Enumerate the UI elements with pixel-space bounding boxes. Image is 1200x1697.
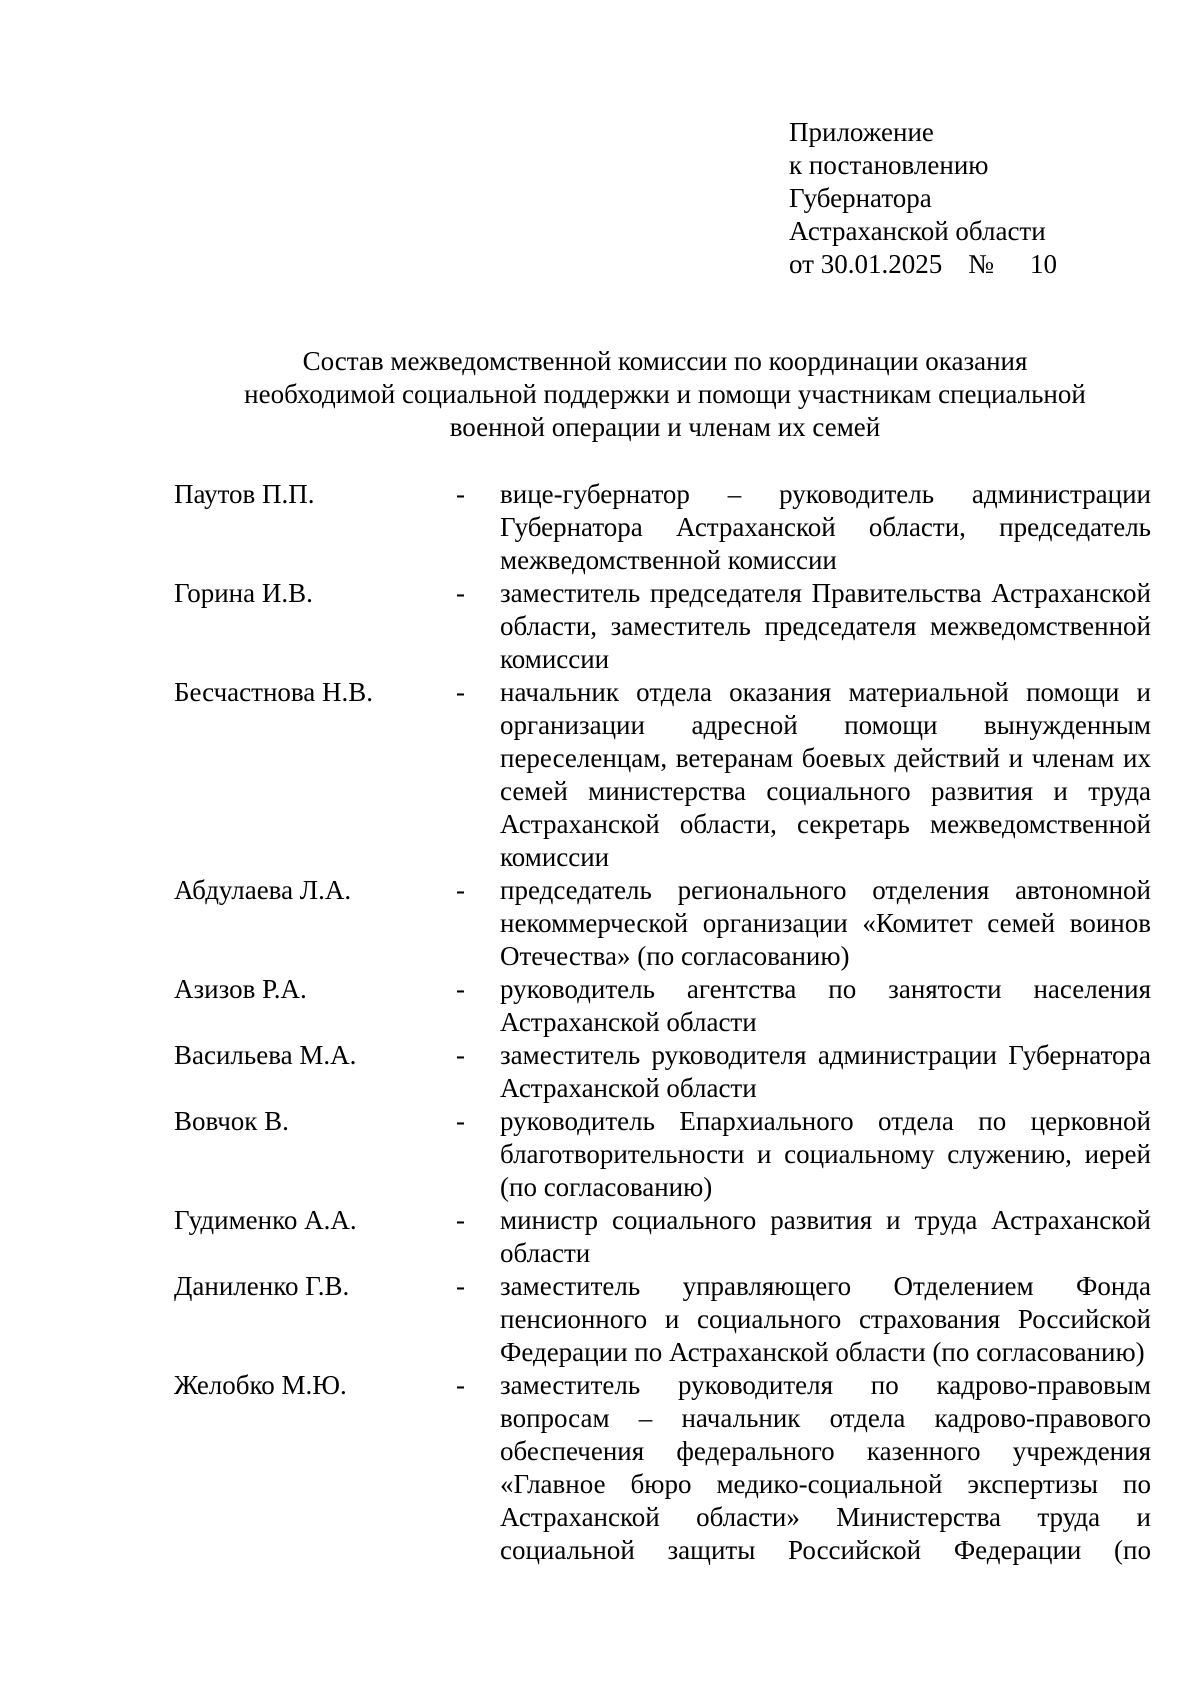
member-description: заместитель руководителя по кадрово-правовым вопросам – начальник отдела кадрово-правового обеспечения федерального казенного учреждения «Главное бюро медико-социальной экспертизы по Астраханской области» Министерства труда и социальной защиты Российской Федерации (по: [500, 1370, 1151, 1565]
member-dash: -: [456, 479, 465, 509]
member-dash: -: [456, 578, 465, 608]
member-dash: -: [456, 875, 465, 905]
member-description: председатель регионального отделения автономной некоммерческой организации «Комитет семей воинов Отечества» (по согласованию): [500, 875, 1151, 971]
member-row: [174, 1204, 1154, 1270]
member-description: руководитель Епархиального отдела по церковной благотворительности и социальному служению, иерей (по согласованию): [500, 1106, 1151, 1202]
title-line-1: Состав межведомственной комиссии по координации оказания: [302, 346, 1028, 376]
members-list: [174, 478, 1154, 1567]
member-description: министр социального развития и труда Астраханской области: [500, 1205, 1151, 1268]
member-name: Бесчастнова Н.В.: [174, 677, 374, 707]
title-line-2: необходимой социальной поддержки и помощи участникам специальной: [244, 379, 1086, 409]
member-dash: -: [456, 974, 465, 1004]
appendix-line-3: Губернатора: [789, 183, 932, 213]
member-dash: -: [456, 1106, 465, 1136]
member-description: заместитель руководителя администрации Губернатора Астраханской области: [500, 1040, 1151, 1103]
member-row: [174, 478, 1154, 577]
member-dash: -: [456, 1205, 465, 1235]
decree-date: 30.01.2025: [820, 249, 943, 279]
member-row: [174, 577, 1154, 676]
appendix-line-1: Приложение: [789, 117, 934, 147]
member-name: Паутов П.П.: [174, 479, 315, 509]
member-name: Даниленко Г.В.: [174, 1271, 350, 1301]
member-name: Васильева М.А.: [174, 1040, 357, 1070]
appendix-block: [789, 116, 1057, 281]
member-name: Горина И.В.: [174, 578, 313, 608]
member-dash: -: [456, 677, 465, 707]
member-row: [174, 1270, 1154, 1369]
member-name: Вовчок В.: [174, 1106, 289, 1136]
member-row: [174, 874, 1154, 973]
member-dash: -: [456, 1370, 465, 1400]
appendix-line-4: Астраханской области: [789, 216, 1046, 246]
appendix-line-2: к постановлению: [789, 150, 989, 180]
member-description: вице-губернатор – руководитель администрации Губернатора Астраханской области, председатель межведомственной комиссии: [500, 479, 1151, 575]
document-title: [160, 345, 1170, 444]
member-name: Азизов Р.А.: [174, 974, 307, 1004]
title-line-3: военной операции и членам их семей: [449, 412, 881, 442]
member-dash: -: [456, 1271, 465, 1301]
member-description: руководитель агентства по занятости населения Астраханской области: [500, 974, 1151, 1037]
number-sign: №: [968, 249, 994, 279]
decree-number: 10: [1029, 249, 1057, 279]
member-description: начальник отдела оказания материальной помощи и организации адресной помощи вынужденным переселенцам, ветеранам боевых действий и членам их семей министерства социального развития и труда Астраханской области, секретарь межведомственной комиссии: [500, 677, 1151, 872]
member-name: Гудименко А.А.: [174, 1205, 357, 1235]
member-name: Желобко М.Ю.: [174, 1370, 347, 1400]
member-row: [174, 1369, 1154, 1567]
member-name: Абдулаева Л.А.: [174, 875, 352, 905]
member-row: [174, 973, 1154, 1039]
member-description: заместитель председателя Правительства Астраханской области, заместитель председателя межведомственной комиссии: [500, 578, 1151, 674]
date-prefix: от: [789, 249, 814, 279]
member-row: [174, 1105, 1154, 1204]
appendix-date-line: [789, 248, 1057, 281]
member-description: заместитель управляющего Отделением Фонда пенсионного и социального страхования Российской Федерации по Астраханской области (по согласованию): [500, 1271, 1151, 1367]
member-row: [174, 676, 1154, 874]
member-row: [174, 1039, 1154, 1105]
member-dash: -: [456, 1040, 465, 1070]
